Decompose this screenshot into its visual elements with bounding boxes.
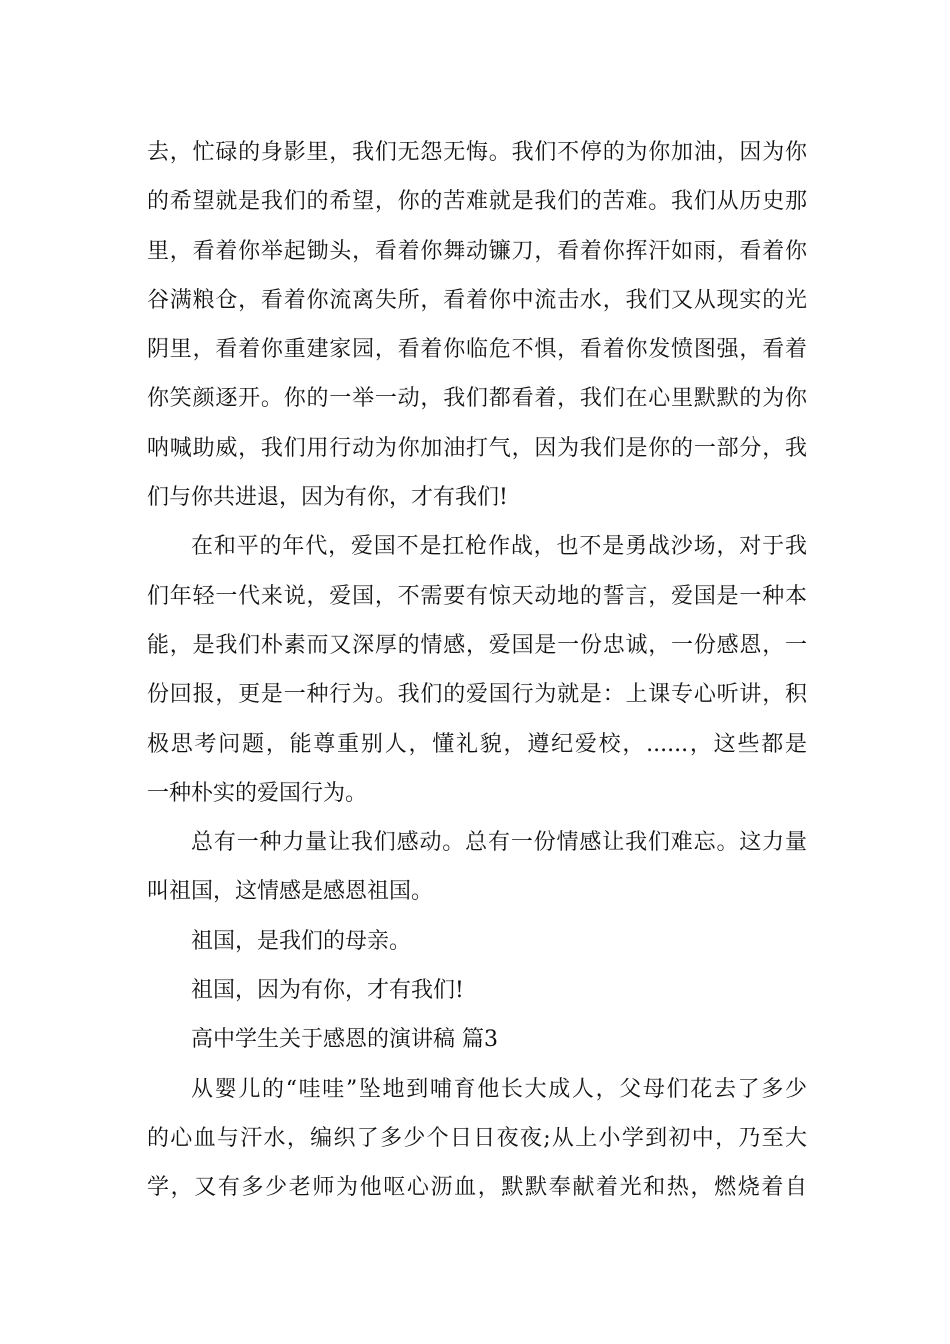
- text-line: 一种朴实的爱国行为。: [147, 780, 368, 806]
- text-line: 份回报，更是一种行为。我们的爱国行为就是：上课专心听讲，积: [147, 682, 807, 708]
- text-line: 叫祖国，这情感是感恩祖国。: [147, 879, 434, 905]
- text-line: 的希望就是我们的希望，你的苦难就是我们的苦难。我们从历史那: [147, 189, 807, 215]
- text-line: 在和平的年代，爱国不是扛枪作战，也不是勇战沙场，对于我: [191, 534, 807, 560]
- text-line: 总有一种力量让我们感动。总有一份情感让我们难忘。这力量: [191, 830, 807, 856]
- text-line: 们年轻一代来说，爱国，不需要有惊天动地的誓言，爱国是一种本: [147, 583, 807, 609]
- text-line: 学，又有多少老师为他呕心沥血，默默奉献着光和热，燃烧着自: [147, 1175, 807, 1201]
- text-line: 能，是我们朴素而又深厚的情感，爱国是一份忠诚，一份感恩，一: [147, 632, 807, 658]
- text-line: 祖国，是我们的母亲。: [191, 928, 412, 954]
- text-line: 谷满粮仓，看着你流离失所，看着你中流击水，我们又从现实的光: [147, 287, 807, 313]
- text-line: 阴里，看着你重建家园，看着你临危不惧，看着你发愤图强，看着: [147, 337, 807, 363]
- text-line: 高中学生关于感恩的演讲稿 篇3: [191, 1027, 498, 1053]
- text-line: 极思考问题，能尊重别人，懂礼貌，遵纪爱校，......，这些都是: [147, 731, 807, 757]
- text-line: 呐喊助威，我们用行动为你加油打气，因为我们是你的一部分，我: [147, 435, 807, 461]
- text-line: 们与你共进退，因为有你，才有我们!: [147, 485, 508, 511]
- text-line: 里，看着你举起锄头，看着你舞动镰刀，看着你挥汗如雨，看着你: [147, 238, 807, 264]
- text-line: 的心血与汗水，编织了多少个日日夜夜;从上小学到初中，乃至大: [147, 1125, 807, 1151]
- text-line: 祖国，因为有你，才有我们!: [191, 978, 464, 1004]
- text-line: 你笑颜逐开。你的一举一动，我们都看着，我们在心里默默的为你: [147, 386, 807, 412]
- text-line: 从婴儿的“哇哇”坠地到哺育他长大成人，父母们花去了多少: [191, 1076, 807, 1102]
- document-body: [147, 128, 807, 1213]
- text-line: 去，忙碌的身影里，我们无怨无悔。我们不停的为你加油，因为你: [147, 140, 807, 165]
